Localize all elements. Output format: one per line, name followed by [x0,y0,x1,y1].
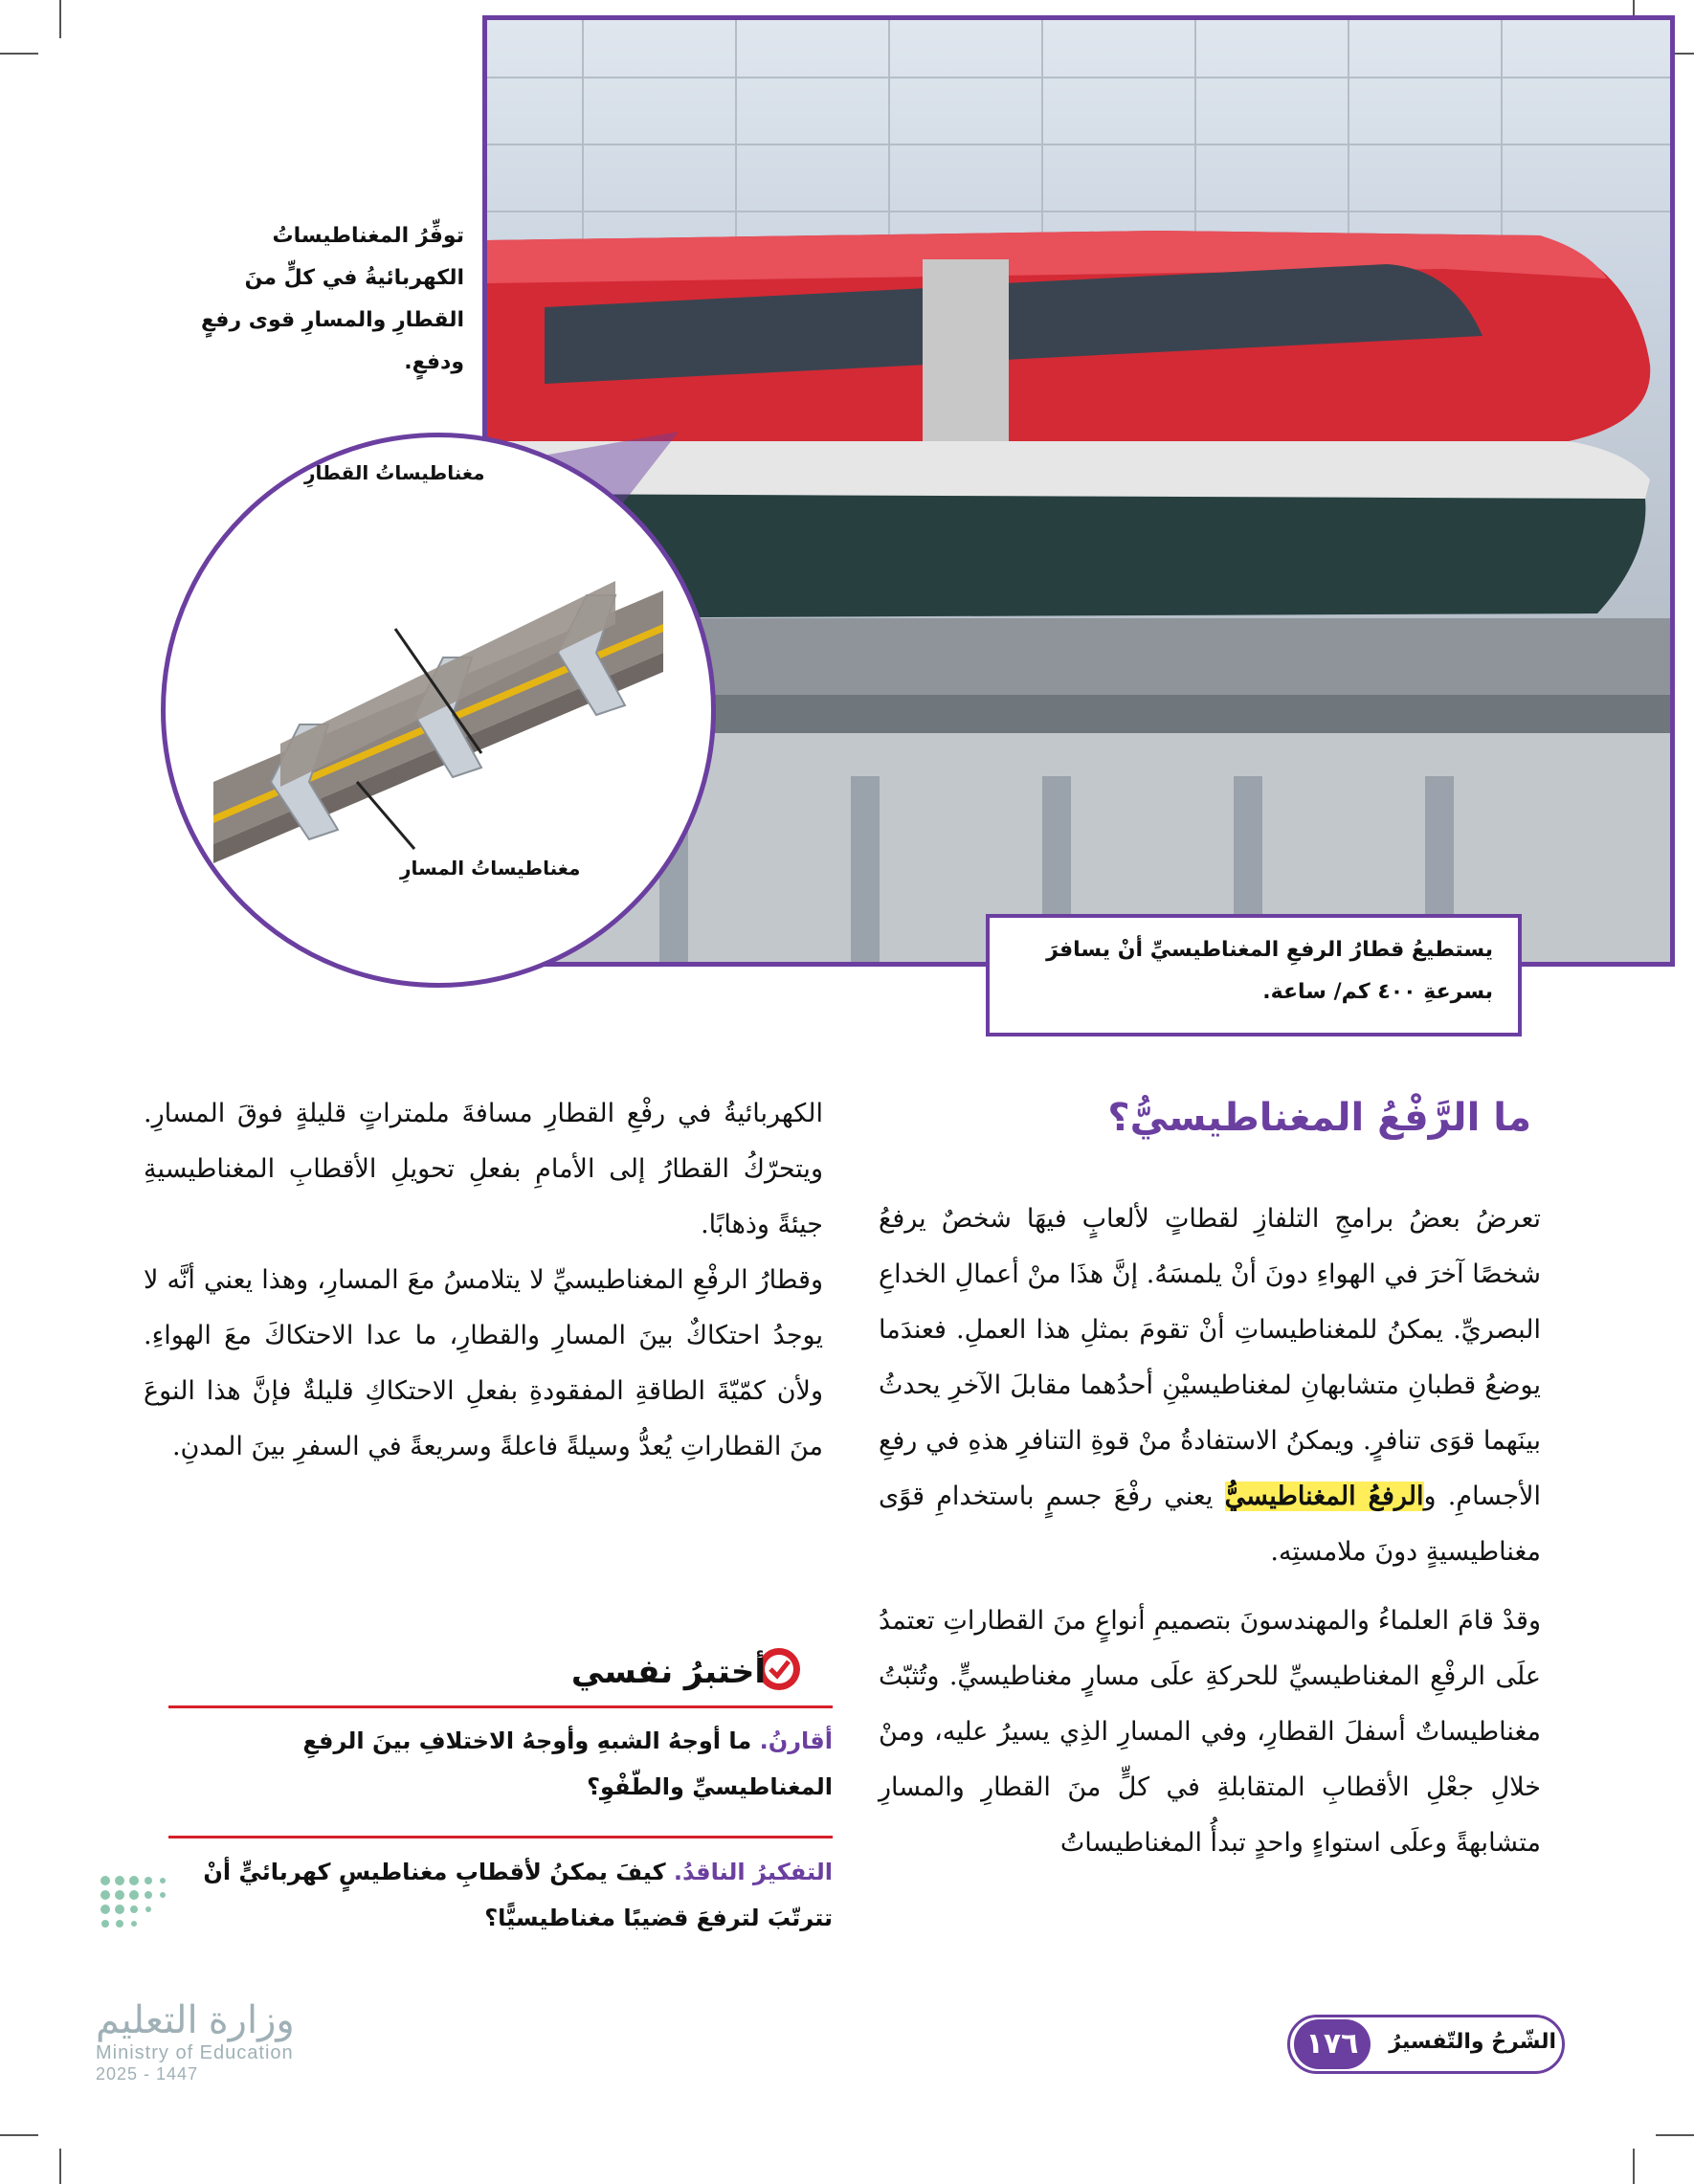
right-column [879,1192,1541,1871]
footer-section-label: الشّرحُ والتّفسيرُ [1389,2030,1556,2054]
crop-mark [59,0,61,38]
section-heading: ما الرَّفْعُ المغناطيسيُّ؟ [1107,1096,1531,1140]
magnets-zoom-circle [161,433,716,988]
divider [168,1836,833,1839]
left-column [144,1086,823,1475]
ministry-dots-logo [96,1871,182,1957]
crop-mark [0,53,38,55]
paragraph-4: وقطارُ الرفْعِ المغناطيسيِّ لا يتلامسُ معَ المسارِ، وهذا يعني أنَّه لا يوجدُ احتكاكٌ بينَ المسارِ والقطارِ، ما عدا الاحتكاكَ معَ الهواءِ. ولأن كمّيّةَ الطاقةِ المفقودةِ بفعلِ الاحتكاكِ قليلةٌ فإنَّ هذا النوعَ منَ القطاراتِ يُعدُّ وسيلةً فاعلةً وسريعةً في السفرِ بينَ المدنِ. [144,1265,823,1461]
magnets-diagram [166,437,711,983]
crop-mark [0,2134,38,2136]
paragraph-2: وقدْ قامَ العلماءُ والمهندسونَ بتصميمِ أنواعٍ منَ القطاراتِ تعتمدُ علَى الرفْعِ المغناطيسيِّ للحركةِ علَى مسارٍ مغناطيسيٍّ. وتُثبّتُ مغناطيساتٌ أسفلَ القطارِ، وفي المسارِ الذِي يسيرُ عليه، ومنْ خلالِ جعْلِ الأقطابِ المتقابلةِ في كلٍّ منَ القطارِ والمسارِ متشابهةً وعلَى استواءٍ واحدٍ تبدأُ المغناطيساتُ [879,1606,1541,1858]
photo-caption-top: توفِّرُ المغناطيساتُ الكهربائيةُ في كلٍّ منَ القطارِ والمسارِ قوى رفعٍ ودفعٍ. [201,224,464,374]
ministry-english: Ministry of Education [96,2042,294,2063]
paragraph-1-text-end: يعني رفْعَ جسمٍ باستخدامِ قوًى مغناطيسيةٍ دونَ ملامستِه. [879,1482,1541,1567]
ministry-year: 2025 - 1447 [96,2064,199,2084]
question-compare-lead: أقارنُ. [759,1727,833,1754]
page-number: ١٧٦ [1294,2019,1371,2069]
divider [168,1705,833,1708]
ministry-arabic: وزارة التعليم [96,1999,295,2041]
question-critical-lead: التفكيرُ الناقدُ. [673,1859,833,1885]
photo-caption-bottom: يستطيعُ قطارُ الرفعِ المغناطيسيِّ أنْ يسافرَ بسرعةِ ٤٠٠ كم/ ساعة. [986,914,1522,1036]
selftest-title: أختبرُ نفسي [570,1653,766,1691]
question-compare [168,1718,833,1810]
paragraph-1 [879,1192,1541,1580]
question-compare-text: ما أوجهُ الشبهِ وأوجهُ الاختلافِ بينَ الرفعِ المغناطيسيِّ والطّفْوِ؟ [302,1727,833,1800]
paragraph-3: الكهربائيةُ في رفْعِ القطارِ مسافةَ ملمتراتٍ قليلةٍ فوقَ المسارِ. ويتحرّكُ القطارُ إلى الأمامِ بفعلِ تحويلِ الأقطابِ المغناطيسيةِ جيئةً وذهابًا. [144,1099,823,1239]
paragraph-1-text: تعرضُ بعضُ برامجِ التلفازِ لقطاتٍ لألعابٍ فيهَا شخصٌ يرفعُ شخصًا آخرَ في الهواءِ دونَ أنْ يلمسَهُ. إنَّ هذَا منْ أعمالِ الخداعِ البصريِّ. يمكنُ للمغناطيساتِ أنْ تقومَ بمثلِ هذا العملِ. فعندَما يوضعُ قطبانِ متشابهانِ لمغناطيسيْنِ أحدُهما مقابلَ الآخرِ يحدثُ بينَهما قوَى تنافرٍ. ويمكنُ الاستفادةُ منْ قوةِ التنافرِ هذهِ في رفعِ الأجسامِ. و [879,1204,1541,1511]
crop-mark [59,2149,61,2184]
crop-mark [1633,2149,1635,2184]
key-term-magnetic-levitation: الرفعُ المغناطيسيُّ [1224,1482,1424,1511]
ministry-logo [96,1998,316,2084]
crop-mark [1656,2134,1694,2136]
label-track-magnets: مغناطيساتُ المسارِ [400,857,581,880]
question-critical-text: كيفَ يمكنُ لأقطابِ مغناطيسٍ كهربائيٍّ أنْ تترتّبَ لترفعَ قضيبًا مغناطيسيًّا؟ [203,1859,833,1931]
label-train-magnets: مغناطيساتُ القطارِ [304,461,485,484]
question-critical-thinking [168,1849,833,1941]
